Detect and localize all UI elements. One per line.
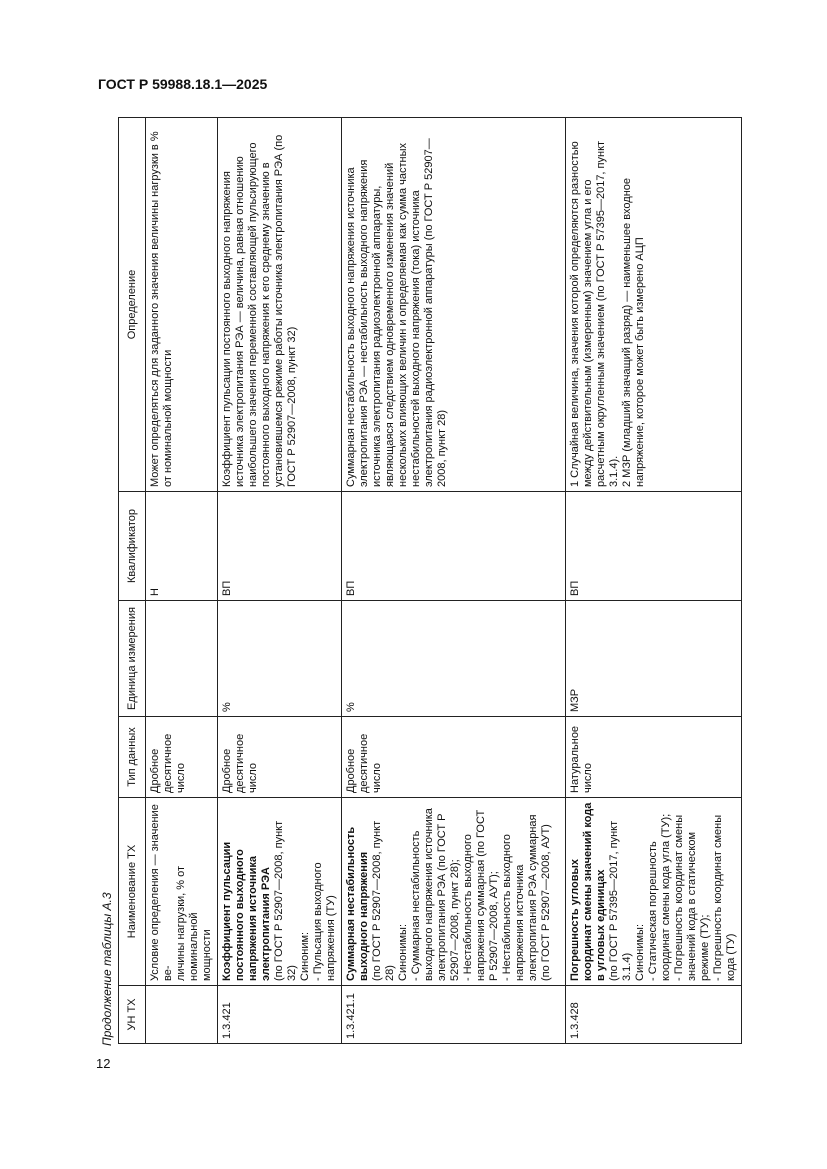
table-row bbox=[146, 118, 218, 1044]
term-name: Суммарная нестабильность выходного напряжения bbox=[345, 826, 370, 981]
name-line: - Суммарная нестабильность выходного напряжения источника электропитания РЭА (по ГОСТ Р 52907—2008, пункт 28); bbox=[410, 808, 461, 981]
column-header: Квалификатор bbox=[119, 492, 146, 601]
cell-id: 1.3.428 bbox=[566, 986, 742, 1044]
name-line: - Пульсация выходного напряжения (ТУ) bbox=[312, 862, 337, 981]
table-row bbox=[566, 118, 742, 1044]
name-line: мощности bbox=[201, 929, 213, 981]
term-name: Коэффициент пульсации постоянного выходного напряжения источника электропитания РЭА bbox=[221, 841, 272, 981]
name-line: личины нагрузки, % от номинальной bbox=[175, 865, 200, 981]
document-title: ГОСТ Р 59988.18.1—2025 bbox=[98, 76, 268, 92]
column-header: Определение bbox=[119, 118, 146, 492]
cell-id bbox=[146, 986, 218, 1044]
name-line: Синонимы: bbox=[634, 923, 646, 981]
table-row bbox=[218, 118, 342, 1044]
page-number: 12 bbox=[96, 1056, 111, 1071]
cell-unit: % bbox=[218, 601, 342, 717]
term-name: Погрешность угловых координат смены значений кода в угловых единицах bbox=[569, 802, 607, 981]
cell-definition: Суммарная нестабильность выходного напряжения источника электропитания РЭА — нестабильность выходного напряжения источника электропитания радиоэлектронной аппаратуры, являющаяся следствием одновременного изменения значений нескольких влияющих величин и определяемая как сумма частных нестабильностей выходного напряжения (тока) источника электропитания радиоэлектронной аппаратуры (по ГОСТ Р 52907—2008, пункт 28) bbox=[342, 118, 566, 492]
cell-name bbox=[566, 798, 742, 986]
name-line: (по ГОСТ Р 52907—2008, пункт 32) bbox=[273, 820, 298, 981]
column-header: Единица измерения bbox=[119, 601, 146, 717]
cell-data-type: Дробное десятичное число bbox=[218, 717, 342, 798]
cell-qualifier: Н bbox=[146, 492, 218, 601]
cell-data-type: Дробное десятичное число bbox=[342, 717, 566, 798]
name-line: - Погрешность координат смены значений кода в статическом режиме (ТУ); bbox=[673, 814, 711, 981]
name-line: - Нестабильность выходного напряжения источника электропитания РЭА суммарная (по ГОСТ Р 52907—2008, АУТ) bbox=[501, 814, 552, 981]
cell-qualifier: ВП bbox=[218, 492, 342, 601]
cell-unit: МЗР bbox=[566, 601, 742, 717]
column-header: Тип данных bbox=[119, 717, 146, 798]
cell-qualifier: ВП bbox=[342, 492, 566, 601]
column-header: УН ТХ bbox=[119, 986, 146, 1044]
table-continuation-label: Продолжение таблицы А.3 bbox=[100, 892, 114, 1046]
name-line: Синоним: bbox=[299, 931, 311, 981]
name-line: - Статическая погрешность координат смены кода угла (ТУ); bbox=[647, 813, 672, 981]
cell-definition: Коэффициент пульсации постоянного выходного напряжения источника электропитания РЭА — величина, равная отношению наибольшего значения переменной составляющей пульсирующего постоянного выходного напряжения к его среднему значению в установившемся режиме работы источника электропитания РЭА (по ГОСТ Р 52907—2008, пункт 32) bbox=[218, 118, 342, 492]
column-header: Наименование ТХ bbox=[119, 798, 146, 986]
cell-data-type: Натуральное число bbox=[566, 717, 742, 798]
cell-unit bbox=[146, 601, 218, 717]
cell-unit: % bbox=[342, 601, 566, 717]
definition-line: 2 МЗР (младший значащий разряд) — наименьшее входное напряжение, которое может быть измерено АЦП bbox=[621, 177, 646, 487]
name-line: (по ГОСТ Р 52907—2008, пункт 28) bbox=[371, 820, 396, 981]
name-line: (по ГОСТ Р 57395—2017, пункт 3.1.4) bbox=[608, 820, 633, 981]
definitions-table-wrapper bbox=[118, 118, 737, 1044]
cell-definition bbox=[566, 118, 742, 492]
cell-name bbox=[218, 798, 342, 986]
table-row bbox=[342, 118, 566, 1044]
name-line: Синонимы: bbox=[397, 923, 409, 981]
cell-data-type: Дробное десятичное число bbox=[146, 717, 218, 798]
name-line: - Погрешность координат смены кода (ТУ) bbox=[712, 814, 737, 981]
cell-id: 1.3.421.1 bbox=[342, 986, 566, 1044]
definition-line: 1 Случайная величина, значения которой определяются разностью между действительным (измеренным) значением угла и его расчетным округленным значением (по ГОСТ Р 57395—2017, пункт 3.1.4). bbox=[569, 140, 620, 487]
definitions-table bbox=[118, 117, 742, 1044]
cell-name bbox=[342, 798, 566, 986]
cell-qualifier: ВП bbox=[566, 492, 742, 601]
name-line: Условие определения — значение ве- bbox=[149, 804, 174, 981]
cell-definition: Может определяться для заданного значения величины нагрузки в % от номинальной мощности bbox=[146, 118, 218, 492]
cell-id: 1.3.421 bbox=[218, 986, 342, 1044]
table-header-row bbox=[119, 118, 146, 1044]
name-line: - Нестабильность выходного напряжения суммарная (по ГОСТ Р 52907—2008, АУТ); bbox=[462, 809, 500, 981]
cell-name bbox=[146, 798, 218, 986]
